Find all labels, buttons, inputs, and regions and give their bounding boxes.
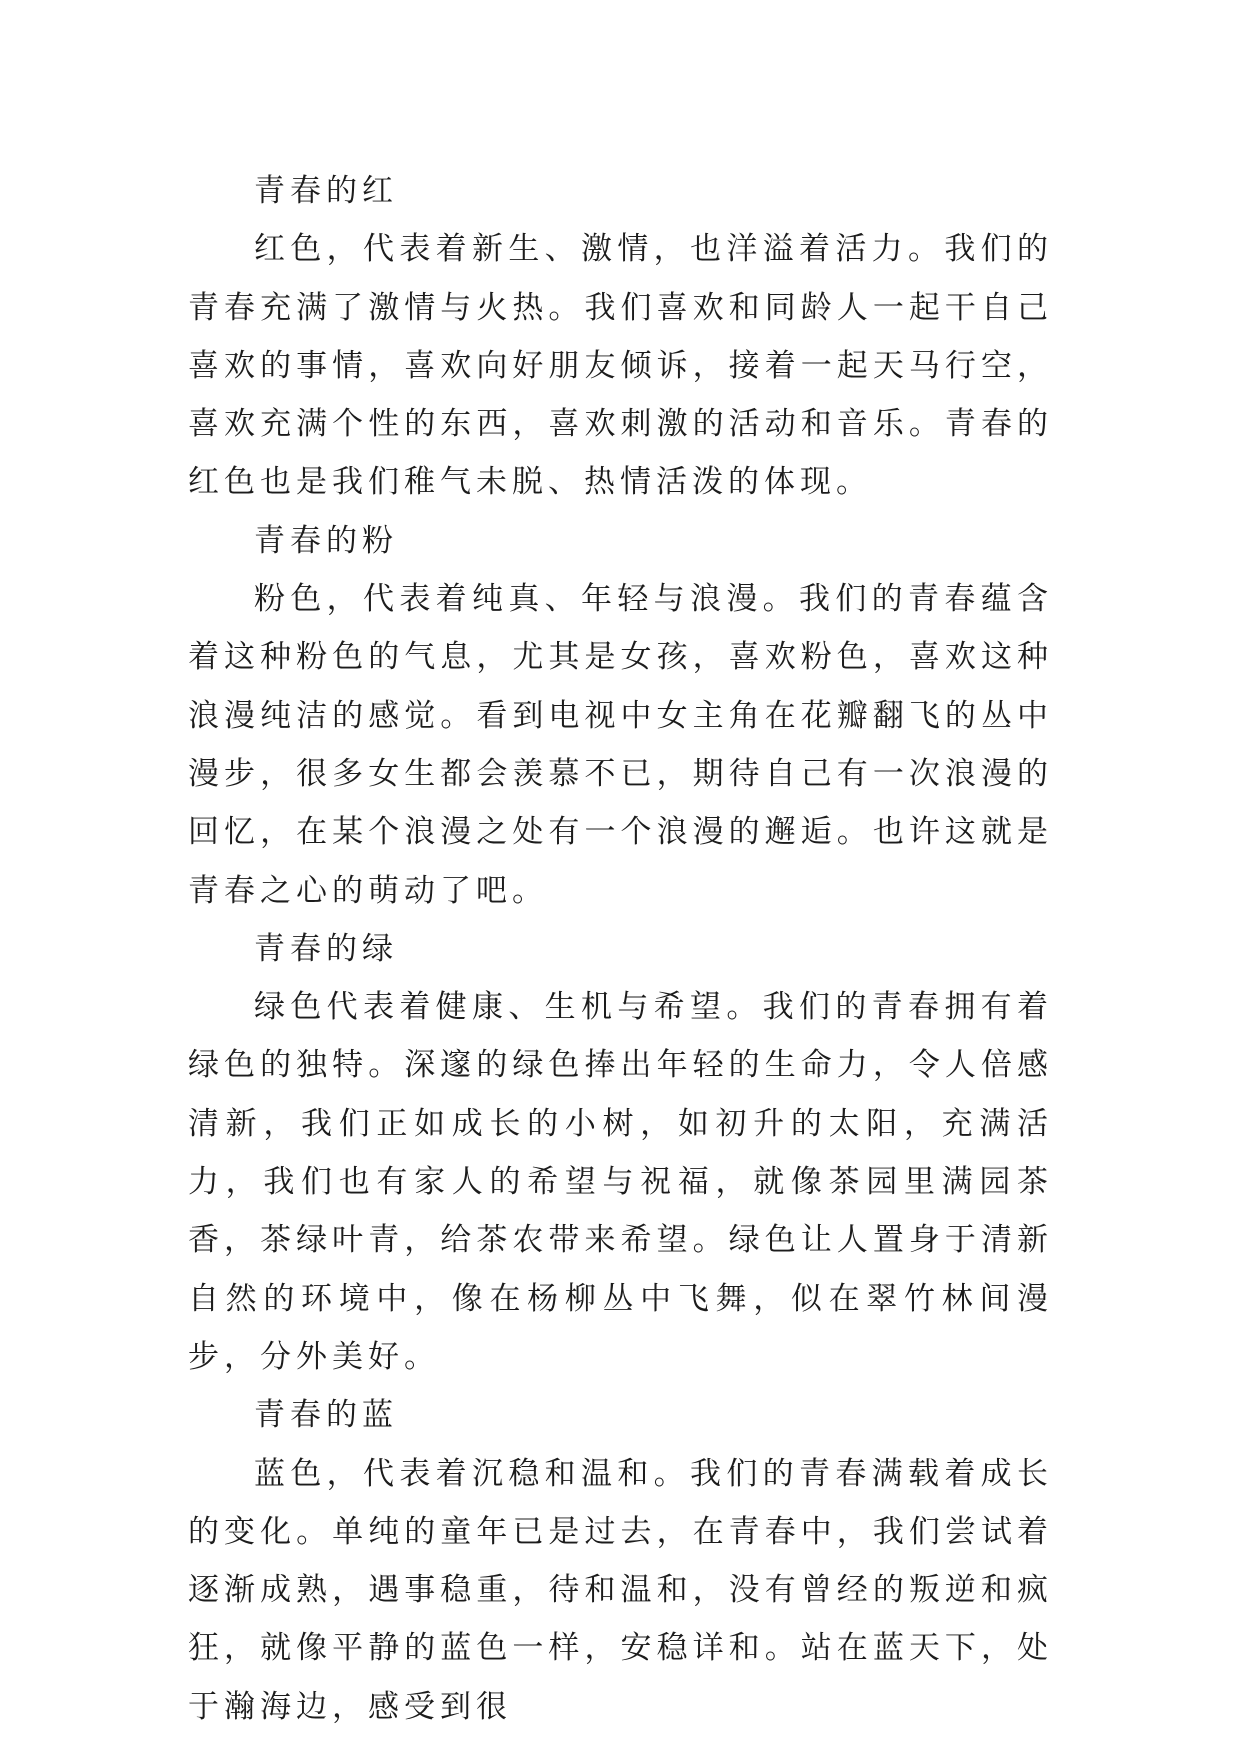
- section-paragraph-red: 红色，代表着新生、激情，也洋溢着活力。我们的青春充满了激情与火热。我们喜欢和同龄人一起干自己喜欢的事情，喜欢向好朋友倾诉，接着一起天马行空，喜欢充满个性的东西，喜欢刺激的活动和音乐。青春的红色也是我们稚气未脱、热情活泼的体现。: [188, 231, 1053, 501]
- section-heading-red: 青春的红: [254, 173, 398, 209]
- section-heading-blue: 青春的蓝: [254, 1397, 398, 1434]
- section-heading-green: 青春的绿: [254, 930, 398, 967]
- section-heading-pink: 青春的粉: [254, 522, 398, 559]
- section-paragraph-blue: 蓝色，代表着沉稳和温和。我们的青春满载着成长的变化。单纯的童年已是过去，在青春中，我们尝试着逐渐成熟，遇事稳重，待和温和，没有曾经的叛逆和疯狂，就像平静的蓝色一样，安稳详和。站在蓝天下，处于瀚海边，感受到很: [188, 1455, 1053, 1725]
- section-paragraph-green: 绿色代表着健康、生机与希望。我们的青春拥有着绿色的独特。深邃的绿色捧出年轻的生命力，令人倍感清新，我们正如成长的小树，如初升的太阳，充满活力，我们也有家人的希望与祝福，就像茶园里满园茶香，茶绿叶青，给茶农带来希望。绿色让人置身于清新自然的环境中，像在杨柳丛中飞舞，似在翠竹林间漫步，分外美好。: [188, 989, 1053, 1375]
- section-paragraph-pink: 粉色，代表着纯真、年轻与浪漫。我们的青春蕴含着这种粉色的气息，尤其是女孩，喜欢粉色，喜欢这种浪漫纯洁的感觉。看到电视中女主角在花瓣翻飞的丛中漫步，很多女生都会羡慕不已，期待自己有一次浪漫的回忆，在某个浪漫之处有一个浪漫的邂逅。也许这就是青春之心的萌动了吧。: [188, 581, 1053, 909]
- document-body: [188, 162, 1053, 1736]
